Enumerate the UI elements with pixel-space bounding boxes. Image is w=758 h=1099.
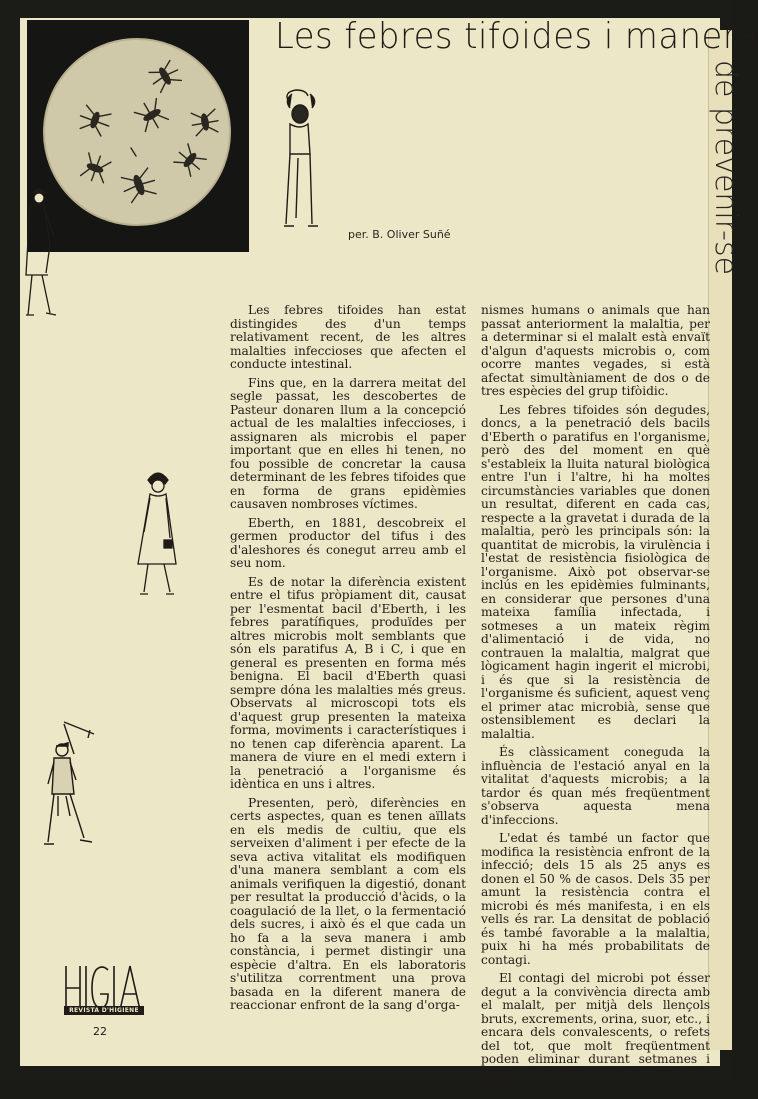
worker-with-pickaxe-illustration bbox=[40, 716, 102, 852]
man-stretching-illustration bbox=[270, 86, 330, 232]
paragraph: Les febres tifoides són degudes, doncs, a la penetració dels bacils d'Eberth o paratifus en l'organisme, però des del moment en què s'estableix la lluita natural biològica entre l'un i l'altre, hi ha moltes circumstàncies variables que donen un resultat, diferent en cada cas, respecte a la gravetat i durada de la malaltia, però les principals són: la quantitat de microbis, la virulència i l'estat de resistència fisiològica de l'organisme. Això pot observar-se inclús en les epidèmies fulminants, en considerar que persones d'una mateixa família infectada, i sotmeses a un mateix règim d'alimentació i de vida, no contrauen la malaltia, malgrat que lògicament hagin ingerit el microbi, i és que si la resistència de l'organisme és suficient, aquest venç el primer atac microbià, sense que ostensiblement es declari la malaltia. bbox=[481, 402, 710, 741]
paragraph: L'edat és també un factor que modifica la resistència enfront de la infecció; dels 15 als 25 anys es donen el 50 % de casos. Dels 35 per amunt la resistència contra el microbi és més manifesta, i en els vells és rar. La densitat de població és també favorable a la malaltia, puix hi ha més probabilitats de contagi. bbox=[481, 831, 710, 967]
article-author: per. B. Oliver Suñé bbox=[348, 228, 451, 241]
woman-with-handbag-illustration bbox=[134, 468, 182, 598]
article-title-continuation-text: de prevenir-se bbox=[708, 60, 743, 276]
paragraph: nismes humans o animals que han passat anteriorment la malaltia, per a determinar si el malalt està envaït d'algun d'aquests microbis o, com ocorre mantes vegades, si està afectat simultàniament de dos o de tres espècies del grup tifòidic. bbox=[481, 303, 710, 398]
page-number: 22 bbox=[93, 1025, 107, 1038]
paragraph: Fins que, en la darrera meitat del segle passat, les descobertes de Pasteur donaren llum a la concepció actual de les malalties infeccioses, i assignaren als microbis el paper important que en elles hi tenen, no fou possible de concretar la causa determinant de les febres tifoides que en forma de grans epidèmies causaven nombroses víctimes. bbox=[230, 375, 466, 511]
article-title: Les febres tifoides i manera bbox=[275, 16, 758, 57]
article-column-1 bbox=[230, 304, 466, 1018]
logo-subtitle: REVISTA D'HIGIENE bbox=[64, 1006, 144, 1015]
paragraph: Es de notar la diferència existent entre el tifus pròpiament dit, causat per l'esmentat bacil d'Eberth, i les febres paratífiques, produïdes per altres microbis molt semblants que són els paratifus A, B i C, i que en general es presenten en forma més benigna. El bacil d'Eberth quasi sempre dóna les malalties més greus. Observats al microscopi tots els d'aquest grup presenten la mateixa forma, moviments i característiques i no tenen cap diferència aparent. La manera de viure en el medi extern i la penetració a l'organisme és idèntica en uns i altres. bbox=[230, 574, 466, 791]
man-in-hat-illustration bbox=[24, 185, 64, 320]
article-column-2 bbox=[481, 304, 710, 1099]
paragraph: Eberth, en 1881, descobreix el germen productor del tifus i des d'aleshores és conegut arreu amb el seu nom. bbox=[230, 515, 466, 570]
paragraph: El contagi del microbi pot ésser degut a la convivència directa amb el malalt, per mitjà dels llençols bruts, excrements, orina, suor, etc., i encara dels convalescents, o refets del tot, que molt freqüentment poden eliminar durant setmanes i mesos el microbi. Més rarament els por- bbox=[481, 971, 710, 1093]
paragraph: És clàssicament coneguda la influència de l'estació anyal en la vitalitat d'aquests microbis; a la tardor és quan més freqüentment s'observa aquesta mena d'infeccions. bbox=[481, 745, 710, 827]
paragraph: Les febres tifoides han estat distingides des d'un temps relativament recent, de les altres malalties infeccioses que afecten el conducte intestinal. bbox=[230, 303, 466, 371]
paragraph: Presenten, però, diferències en certs aspectes, quan es tenen aïllats en els medis de cultiu, que els serveixen d'aliment i per efecte de la seva activa vitalitat els modifiquen d'una manera semblant a com els animals verifiquen la digestió, donant per resultat la producció d'àcids, o la coagulació de la llet, o la fermentació dels sucres, i això és el que cada un ho fa a la seva manera i amb constància, i permet distingir una espècie d'altra. En els laboratoris s'utilitza correntment una prova basada en la diferent manera de reaccionar enfront de la sang d'orga- bbox=[230, 795, 466, 1012]
